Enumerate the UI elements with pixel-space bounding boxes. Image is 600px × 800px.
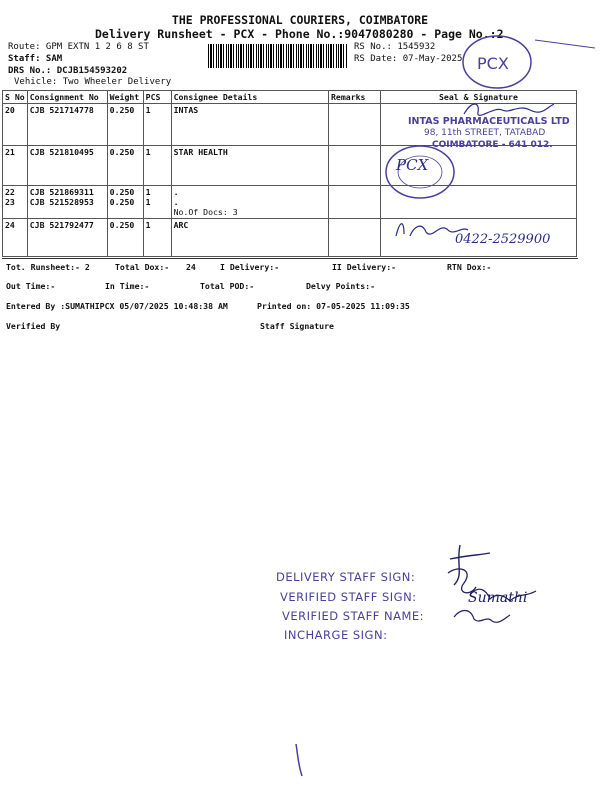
row-consignment-23: CJB 521528953 [29,197,94,207]
divider [2,258,578,259]
row-sno [3,186,28,219]
row-remarks [328,186,380,219]
ii-delivery: II Delivery:- [332,262,397,272]
row-sno-22: 22 [5,187,15,197]
row-remarks [328,219,380,257]
tot-runsheet: Tot. Runsheet:- 2 [6,262,90,272]
sign-name: Sumathi [468,590,528,606]
route-label: Route: GPM EXTN 1 2 6 8 ST [8,42,149,52]
intas-signature [458,98,558,122]
printed-on: Printed on: 07-05-2025 11:09:35 [257,301,410,311]
row-pcs: 1 [143,219,171,257]
table-row [3,146,577,186]
row-consignment [27,186,107,219]
star-health-stamp [380,140,460,204]
no-of-docs: No.Of Docs: 3 [173,207,238,217]
pen-mark [292,742,306,778]
row-pcs [143,186,171,219]
row-pcs: 1 [143,146,171,186]
star-health-stamp-text: PCX [396,156,429,174]
entered-by: Entered By :SUMATHIPCX 05/07/2025 10:48:38 AM [6,301,228,311]
row-sno: 24 [3,219,28,257]
row-sno: 21 [3,146,28,186]
staff-signature: Staff Signature [260,321,334,331]
col-consignee: Consignee Details [171,91,328,104]
rtn-dox: RTN Dox:- [447,262,492,272]
row-consignee: STAR HEALTH [171,146,328,186]
row-consignment: CJB 521714778 [27,104,107,146]
col-remarks: Remarks [328,91,380,104]
rs-no-label: RS No.: 1545932 [354,42,436,52]
barcode-image [208,44,348,68]
intas-stamp-addr1: 98, 11th STREET, TATABAD [424,128,546,138]
pcx-stamp-top [455,32,600,94]
col-consignment: Consignment No [27,91,107,104]
company-title: THE PROFESSIONAL COURIERS, COIMBATORE [171,13,429,27]
total-dox-value: 24 [186,262,196,272]
row-consignee [171,186,328,219]
col-seal: Seal & Signature [380,91,576,104]
row-remarks [328,104,380,146]
row-weight: 0.250 [107,146,143,186]
row-pcs-22: 1 [145,187,151,197]
vehicle-label: Vehicle: Two Wheeler Delivery [14,77,172,87]
total-pod: Total POD:- [200,281,255,291]
row-consignee-22: . [173,187,179,197]
delvy-points: Delvy Points:- [306,281,376,291]
row-consignment: CJB 521810495 [27,146,107,186]
row-remarks [328,146,380,186]
row-weight-22: 0.250 [109,187,135,197]
row-consignee-23: . [173,197,179,207]
pcx-stamp-text: PCX [477,54,509,73]
row-pcs: 1 [143,104,171,146]
row-sno: 20 [3,104,28,146]
row-weight-23: 0.250 [109,197,135,207]
row-weight [107,186,143,219]
verified-by: Verified By [6,321,61,331]
col-weight: Weight [107,91,143,104]
in-time: In Time:- [105,281,150,291]
delivery-staff-sign: DELIVERY STAFF SIGN: [276,570,416,584]
col-pcs: PCS [143,91,171,104]
phone-handwritten: 0422-2529900 [455,232,551,247]
incharge-sign: INCHARGE SIGN: [284,628,388,642]
i-delivery: I Delivery:- [220,262,280,272]
row-consignment-22: CJB 521869311 [29,187,94,197]
row-sno-23: 23 [5,197,15,207]
intas-stamp-addr2: COIMBATORE - 641 012. [432,140,553,150]
row-pcs-23: 1 [145,197,151,207]
row-consignee: ARC [171,219,328,257]
row-weight: 0.250 [107,219,143,257]
out-time: Out Time:- [6,281,56,291]
col-sno: S No [3,91,28,104]
row-consignee: INTAS [171,104,328,146]
rs-date-label: RS Date: 07-May-2025 [354,54,463,64]
intas-stamp-name: INTAS PHARMACEUTICALS LTD [408,116,570,127]
total-dox-label: Total Dox:- [115,262,170,272]
verified-staff-sign: VERIFIED STAFF SIGN: [280,590,417,604]
verified-staff-name: VERIFIED STAFF NAME: [282,609,425,623]
staff-label: Staff: SAM [8,54,63,64]
row-weight: 0.250 [107,104,143,146]
runsheet-subtitle: Delivery Runsheet - PCX - Phone No.:9047080280 - Page No.:2 [95,27,504,41]
row-consignment: CJB 521792477 [27,219,107,257]
table-row [3,186,577,219]
drs-label: DRS No.: DCJB154593202 [8,66,128,76]
